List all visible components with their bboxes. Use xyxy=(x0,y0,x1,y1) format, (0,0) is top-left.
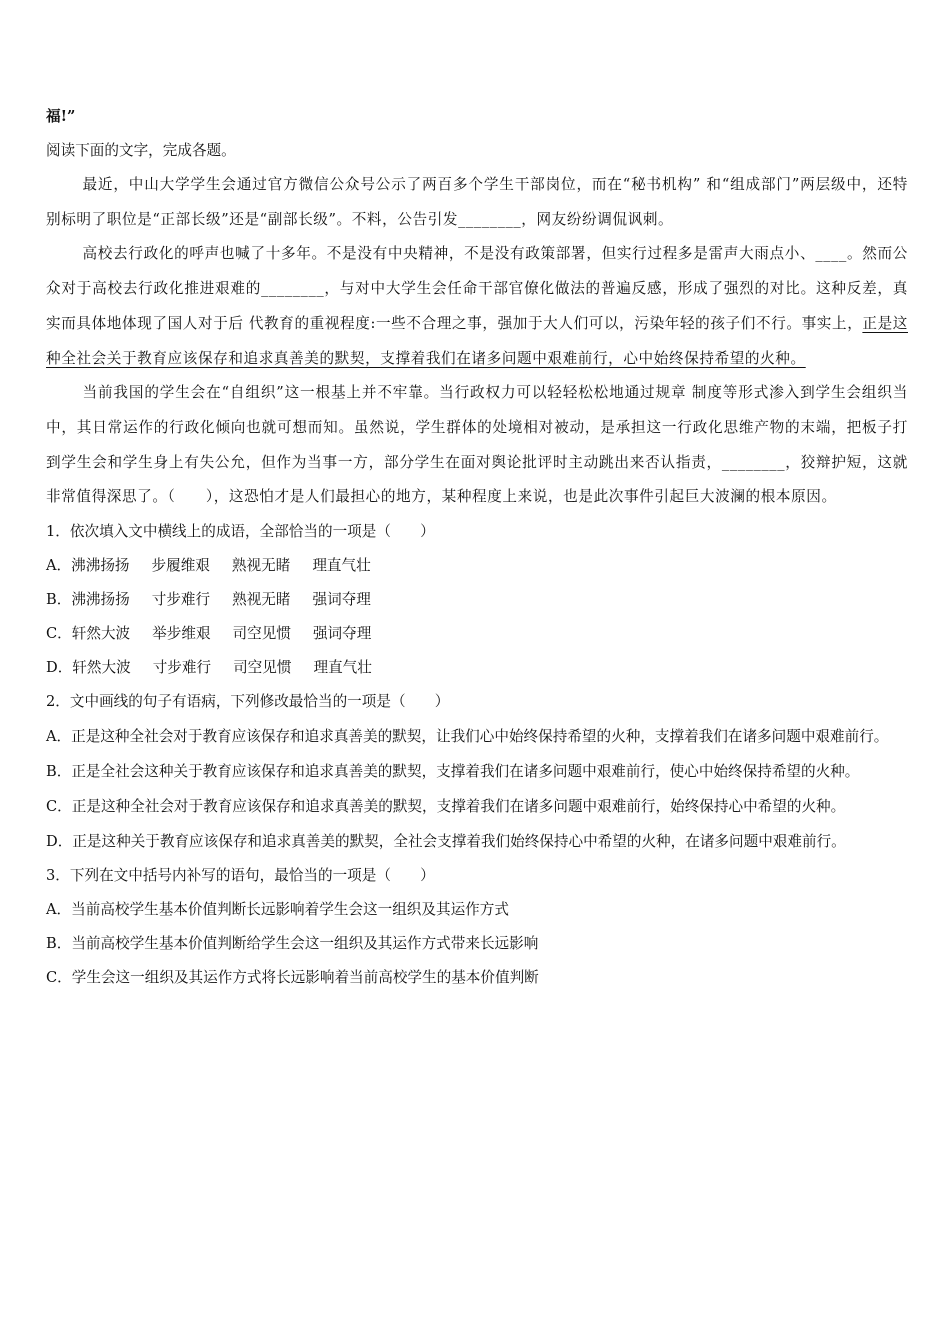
option-text: 正是全社会这种关于教育应该保存和追求真善美的默契，支撑着我们在诸多问题中艰难前行，使心中始终保持希望的火种。 xyxy=(71,763,860,781)
option-label: A． xyxy=(46,901,72,919)
question-2-option-d xyxy=(46,824,908,859)
option-word: 沸沸扬扬 xyxy=(71,557,130,575)
option-word: 理直气壮 xyxy=(312,557,371,575)
option-text: 当前高校学生基本价值判断长远影响着学生会这一组织及其运作方式 xyxy=(71,901,509,919)
passage-paragraph-3: 当前我国的学生会在“自组织”这一根基上并不牢靠。当行政权力可以轻轻松松地通过规章 制度等形式渗入到学生会组织当中，其日常运作的行政化倾向也就可想而知。虽然说，学生群体的处境相对被动，是承担这一行政化思维产物的末端，把板子打到学生会和学生身上有失公允，但作为当事一方，部分学生在面对舆论批评时主动跳出来否认指责，________，狡辩护短，这就非常值得深思了。（ ），这恐怕才是人们最担心的地方，某种程度上来说，也是此次事件引起巨大波澜的根本原因。 xyxy=(46,384,908,506)
option-word: 熟视无睹 xyxy=(232,591,291,609)
option-word: 沸沸扬扬 xyxy=(71,591,130,609)
passage-paragraph-2 xyxy=(46,237,908,376)
question-2-option-b xyxy=(46,754,908,789)
option-label: C． xyxy=(46,969,72,987)
passage-paragraph-2-text: 高校去行政化的呼声也喊了十多年。不是没有中央精神，不是没有政策部署，但实行过程多是雷声大雨点小、____。然而公众对于高校去行政化推进艰难的________，与对中大学生会任命干部官僚化做法的普遍反感，形成了强烈的对比。这种反差，真实而具体地体现了国人对于后 代教育的重视程度:一些不合理之事，强加于大人们可以，污染年轻的孩子们不行。事实上， xyxy=(46,245,908,332)
option-word: 举步维艰 xyxy=(152,625,211,643)
option-word: 司空见惯 xyxy=(232,625,291,643)
question-1-option-c xyxy=(46,617,908,651)
question-3-option-c xyxy=(46,961,908,995)
option-label: D． xyxy=(46,833,73,851)
reading-instruction: 阅读下面的文字，完成各题。 xyxy=(46,142,236,159)
option-word: 理直气壮 xyxy=(313,659,372,677)
option-label: B． xyxy=(46,591,72,609)
underlined-sentence: 正是这种全社会关于教育应该保存和追求真善美的默契，支撑着我们在诸多问题中艰难前行，心中始终保持希望的火种。 xyxy=(46,314,908,367)
option-word: 轩然大波 xyxy=(71,625,131,643)
question-3-option-b xyxy=(46,927,908,961)
question-1-stem: 1．依次填入文中横线上的成语，全部恰当的一项是（ ） xyxy=(46,523,435,541)
option-text: 学生会这一组织及其运作方式将长远影响着当前高校学生的基本价值判断 xyxy=(71,969,539,987)
option-label: A． xyxy=(46,557,72,575)
question-2-option-c xyxy=(46,789,908,824)
question-3-option-a xyxy=(46,893,908,927)
option-label: B． xyxy=(46,763,72,781)
document-page xyxy=(46,100,908,995)
option-text: 正是这种全社会对于教育应该保存和追求真善美的默契，支撑着我们在诸多问题中艰难前行，始终保持心中希望的火种。 xyxy=(71,798,846,816)
question-1-option-d xyxy=(46,651,908,685)
option-label: D． xyxy=(46,659,73,677)
option-word: 寸步难行 xyxy=(151,591,211,609)
option-text: 正是这种关于教育应该保存和追求真善美的默契，全社会支撑着我们始终保持心中希望的火种，在诸多问题中艰难前行。 xyxy=(72,833,846,851)
question-2-stem: 2．文中画线的句子有语病，下列修改最恰当的一项是（ ） xyxy=(46,693,450,711)
option-label: C． xyxy=(46,625,72,643)
question-1-option-a xyxy=(46,549,908,583)
question-2-option-a xyxy=(46,719,908,754)
header-fragment: 福!” xyxy=(46,108,76,125)
passage-paragraph-1: 最近，中山大学学生会通过官方微信公众号公示了两百多个学生干部岗位，而在“秘书机构” 和“组成部门”两层级中，还特别标明了职位是“正部长级”还是“副部长级”。不料，公告引发________，网友纷纷调侃讽刺。 xyxy=(46,176,908,228)
option-word: 熟视无睹 xyxy=(231,557,291,575)
option-word: 强词夺理 xyxy=(312,591,371,609)
option-word: 强词夺理 xyxy=(312,625,372,643)
option-word: 轩然大波 xyxy=(72,659,131,677)
question-3-stem: 3．下列在文中括号内补写的语句，最恰当的一项是（ ） xyxy=(46,867,435,885)
option-label: C． xyxy=(46,798,72,816)
option-label: B． xyxy=(46,935,72,953)
question-1-option-b xyxy=(46,583,908,617)
option-text: 当前高校学生基本价值判断给学生会这一组织及其运作方式带来长远影响 xyxy=(71,935,539,953)
option-label: A． xyxy=(46,728,72,746)
option-word: 司空见惯 xyxy=(233,659,292,677)
option-text: 正是这种全社会对于教育应该保存和追求真善美的默契，让我们心中始终保持希望的火种，支撑着我们在诸多问题中艰难前行。 xyxy=(71,728,889,746)
option-word: 寸步难行 xyxy=(152,659,212,677)
option-word: 步履维艰 xyxy=(151,557,210,575)
